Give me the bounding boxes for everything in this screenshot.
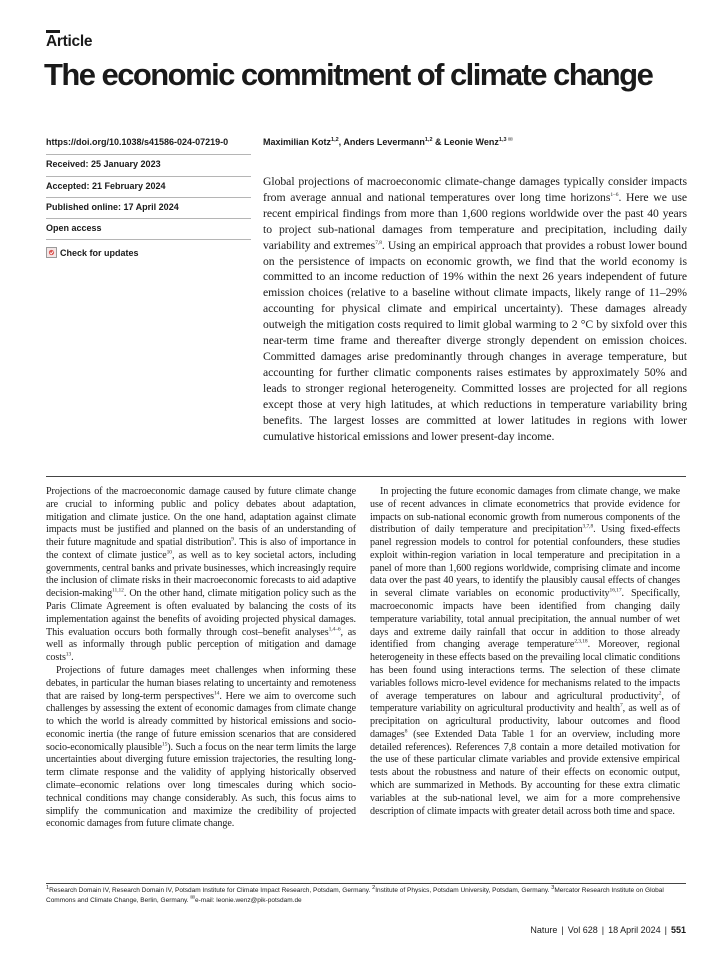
- body-column-left: [46, 486, 356, 831]
- citation-ref[interactable]: 8: [404, 728, 408, 735]
- citation-ref[interactable]: 1–6: [610, 192, 619, 199]
- footnote-marker: 3: [551, 884, 555, 891]
- body-text: , as well as informally through public perception of mitigation and damage costs: [46, 626, 356, 664]
- citation-ref[interactable]: 13: [65, 651, 72, 658]
- footnote-marker: 2: [372, 884, 376, 891]
- body-text: . This is also of importance in the context of climate justice: [46, 537, 357, 561]
- citation-ref[interactable]: 7,8: [375, 239, 382, 246]
- body-text: ). Such a focus on the near term limits the large uncertainties about diverging future emission trajectories, the resulting long-term climate response and the validity of applying historically observed climate–economic relations over long timescales during which socio-technical conditions may change considerably. As such, this focus aims to simplify the communication and maximize the credibility of projected economic damages from future climate change.: [46, 741, 356, 830]
- footnote-text: Research Domain IV, Research Domain IV, Potsdam Institute for Climate Impact Research, Potsdam, Germany.: [49, 887, 373, 894]
- footnote-divider: [46, 883, 686, 884]
- citation-ref[interactable]: 15: [161, 741, 168, 748]
- body-paragraph: [370, 486, 680, 818]
- citation-ref[interactable]: 10: [166, 549, 172, 556]
- body-text: . Moreover, regional heterogeneity in these effects based on the prevailing local climatic conditions has been found using interactions terms. The selection of these climate variables follows micro-level evidence for mechanisms related to the impacts of average temperatures on labour and agricultural productivity: [370, 639, 680, 702]
- citation-ref[interactable]: 11,12: [112, 587, 124, 594]
- body-text: , as well as to key societal actors, including governments, central banks and private businesses, which increasingly require the inclusion of climate risks in their macroeconomic forecasts to aid adaptive decision-making: [46, 549, 357, 600]
- page-number: 551: [670, 925, 686, 935]
- journal-volume: Vol 628: [567, 925, 598, 935]
- body-paragraph: [46, 486, 356, 665]
- abstract-divider: [46, 476, 686, 477]
- received-date: Received: 25 January 2023: [46, 154, 251, 175]
- author-separator: &: [432, 137, 445, 147]
- issue-date: 18 April 2024: [608, 925, 661, 935]
- body-text: In projecting the future economic damages from climate change, we make use of recent advances in climate econometrics that provide evidence for impacts on sub-national economic growth from numerous components of the distribution of daily temperature and precipitation: [370, 486, 680, 536]
- abstract-text: . Here we use recent empirical findings from more than 1,600 regions worldwide over the past 40 years to project sub-national damages from temperature and precipitation, including daily variability and extremes: [263, 190, 687, 252]
- author-name[interactable]: Anders Levermann: [343, 137, 425, 147]
- author-affiliation: 1,2: [331, 137, 339, 143]
- body-text: (see Extended Data Table 1 for an overview, including more detailed references). References 7,8 contain a more detailed motivation for the use of these particular climate variables and provide extensive empirical tests about the robustness and nature of their effects on economic output, which are summarized in Methods. By accounting for these extra climatic variables at the sub-national level, we aim for a more comprehensive description of climate impacts with greater detail across both time and space.: [370, 728, 680, 817]
- body-text: . Here we aim to overcome such challenges by assessing the extent of economic damages from climate change to which the world is already committed by historical emissions and socio-economic inertia (the range of future emission scenarios that are considered socio-economically plausible: [46, 690, 356, 753]
- body-text: . Using fixed-effects panel regression models to control for potential confounders, these studies exploit within-region variation in local temperature and precipitation in a panel of more than 1,600 regions worldwide, comprising climate and income data over the past 40 years, to identify the plausibly causal effects of changes in several climate variables on economic productivity: [370, 524, 680, 600]
- accepted-date: Accepted: 21 February 2024: [46, 176, 251, 197]
- body-text: Projections of the macroeconomic damage caused by future climate change are crucial to informing public and policy debates about adaptation, mitigation and climate justice. On the one hand, adaptation against climate impacts must be justified and planned on the basis of an understanding of their future magnitude and spatial distribution: [46, 486, 356, 549]
- body-text: , of temperature variability on agricultural productivity and health: [370, 690, 680, 715]
- author-affiliation: 1,2: [424, 137, 433, 143]
- footer-separator: |: [601, 925, 605, 935]
- footer-separator: |: [664, 925, 667, 935]
- citation-ref[interactable]: 14: [213, 690, 220, 697]
- body-text: . On the other hand, climate mitigation policy such as the Paris Climate Agreement is often evaluated by balancing the costs of its implementation against the benefits of avoiding projected physical damages. This evaluation occurs both formally through cost–benefit analyses: [46, 588, 356, 638]
- citation-ref[interactable]: 1,4–6: [328, 626, 341, 633]
- citation-ref[interactable]: 16,17: [609, 587, 622, 594]
- open-access-label: Open access: [46, 218, 251, 239]
- footnote-text: Institute of Physics, Potsdam University, Potsdam, Germany.: [375, 887, 552, 894]
- journal-name: Nature: [530, 925, 558, 935]
- contact-email[interactable]: e-mail: leonie.wenz@pik-potsdam.de: [195, 897, 302, 904]
- body-text: , as well as of precipitation on agricultural productivity, labour outcomes and flood damages: [370, 703, 680, 740]
- citation-ref[interactable]: 3,7,8: [582, 523, 594, 530]
- published-date: Published online: 17 April 2024: [46, 197, 251, 218]
- citation-ref[interactable]: 9: [231, 536, 234, 543]
- check-updates-label: Check for updates: [60, 247, 139, 258]
- footer-separator: |: [561, 925, 564, 935]
- abstract-text: . Using an empirical approach that provides a robust lower bound on the persistence of impacts on economic growth, we find that the world economy is committed to an income reduction of 19% within the next 26 years independent of future emission choices (relative to a baseline without climate impacts, likely range of 11–29% accounting for physical climate and empirical uncertainty). These damages already outweigh the mitigation costs required to limit global warming to 2 °C by sixfold over this near-term time frame and thereafter diverge strongly dependent on emission choices. Committed damages arise predominantly through changes in average temperature, but accounting for further climatic components raises estimates by approximately 50% and leads to stronger regional heterogeneity. Committed losses are projected for all regions except those at very high latitudes, at which reductions in temperature variability bring benefits. The largest losses are committed at lower latitudes in regions with lower cumulative historical emissions and lower present-day income.: [263, 238, 687, 443]
- footnote-text: Mercator Research Institute on Global Commons and Climate Change, Berlin, Germany.: [46, 887, 664, 904]
- check-updates-icon: [46, 247, 57, 258]
- author-separator: ,: [338, 137, 344, 147]
- footnote-marker: 1: [46, 884, 50, 891]
- body-text: .: [71, 652, 74, 664]
- author-name[interactable]: Leonie Wenz: [444, 137, 499, 147]
- body-column-right: [370, 486, 680, 818]
- article-metadata: [46, 133, 251, 261]
- doi-link[interactable]: https://doi.org/10.1038/s41586-024-07219-0: [46, 137, 229, 147]
- citation-ref[interactable]: 7: [619, 702, 623, 709]
- email-icon: ✉: [190, 894, 195, 901]
- abstract: [263, 174, 687, 444]
- affiliations-footnote: [46, 886, 686, 906]
- author-name[interactable]: Maximilian Kotz: [263, 137, 332, 147]
- body-text: . Specifically, macroeconomic impacts have been identified from changing daily temperature variability, total annual precipitation, the annual number of wet days and extreme daily rainfall that occur in addition to those already identified from changing average temperature: [370, 588, 681, 651]
- author-affiliation: 1,3 ✉: [498, 137, 513, 143]
- body-text: Projections of future damages meet challenges when informing these debates, in particular the human biases relating to uncertainty and remoteness that are raised by long-term perspectives: [46, 664, 356, 702]
- body-paragraph: [46, 665, 356, 831]
- abstract-text: Global projections of macroeconomic climate-change damages typically consider impacts from average annual and national temperatures over long time horizons: [263, 175, 687, 204]
- check-for-updates-button[interactable]: [46, 239, 251, 260]
- page-footer: [530, 925, 686, 935]
- citation-ref[interactable]: 2,3,18: [574, 639, 588, 646]
- article-title: The economic commitment of climate change: [44, 57, 653, 92]
- article-type-label: Article: [46, 33, 93, 50]
- citation-ref[interactable]: 2: [658, 690, 662, 697]
- author-list: [263, 137, 513, 147]
